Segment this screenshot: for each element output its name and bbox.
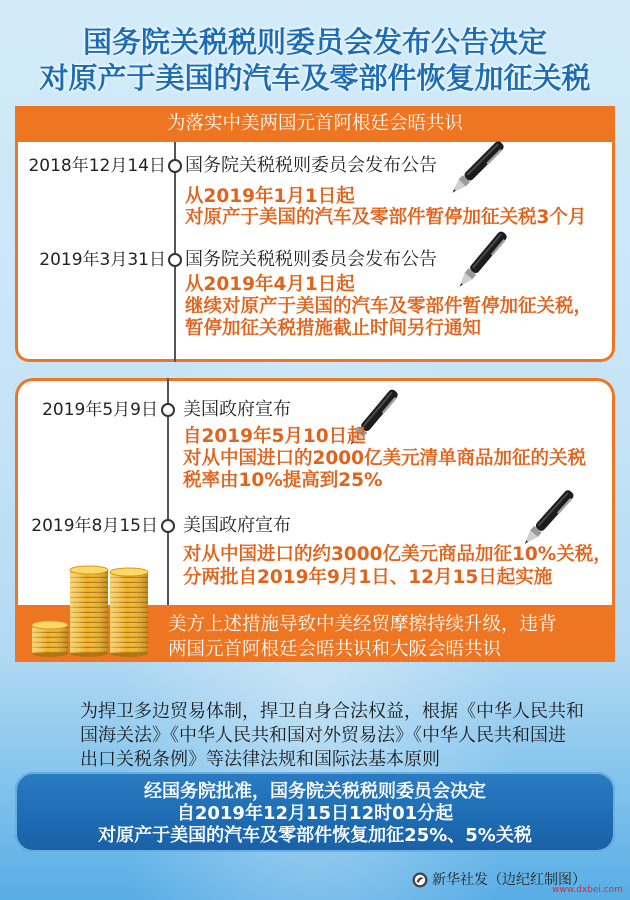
timeline-node-icon	[168, 253, 182, 267]
pen-icon	[518, 488, 578, 548]
timeline-detail: 税率由10%提高到25%	[183, 470, 383, 491]
escalation-line: 两国元首阿根廷会晤共识和大阪会晤共识	[168, 639, 502, 660]
timeline-node-icon	[168, 159, 182, 173]
timeline-detail: 继续对原产于美国的汽车及零部件暂停加征关税，	[185, 296, 593, 317]
timeline-detail: 分两批自2019年9月1日、12月15日起实施	[183, 567, 553, 588]
pen-icon	[452, 230, 512, 290]
title-line-1: 国务院关税税则委员会发布公告决定	[82, 25, 547, 59]
escalation-line: 美方上述措施导致中美经贸摩擦持续升级，违背	[168, 614, 557, 635]
timeline-node-icon	[161, 519, 175, 533]
timeline-detail: 对从中国进口的约3000亿美元商品加征10%关税，	[183, 544, 612, 565]
timeline-event: 国务院关税税则委员会发布公告	[185, 249, 437, 270]
basis-text: 国海关法》《中华人民共和国对外贸易法》《中华人民共和国进	[80, 725, 566, 746]
decision-line: 经国务院批准，国务院关税税则委员会决定	[144, 781, 486, 802]
timeline-detail: 自2019年5月10日起	[183, 426, 366, 447]
timeline-detail: 暂停加征关税措施截止时间另行通知	[185, 318, 482, 339]
decision-box	[15, 772, 615, 852]
basis-text: 为捍卫多边贸易体制，捍卫自身合法权益，根据《中华人民共和	[80, 701, 584, 722]
timeline-event: 美国政府宣布	[183, 515, 291, 536]
timeline-event: 美国政府宣布	[183, 399, 291, 420]
timeline-date: 2019年3月31日	[39, 250, 166, 270]
decision-line: 自2019年12月15日12时01分起	[176, 803, 454, 824]
coin-stack-icon	[26, 558, 156, 658]
timeline-detail: 从2019年1月1日起	[185, 186, 355, 207]
timeline-date: 2018年12月14日	[28, 156, 166, 176]
basis-text: 出口关税条例》等法律法规和国际法基本原则	[80, 749, 440, 770]
timeline-detail: 对原产于美国的汽车及零部件暂停加征关税3个月	[185, 207, 587, 228]
decision-line: 对原产于美国的汽车及零部件恢复加征25%、5%关税	[98, 825, 532, 846]
banner: 为落实中美两国元首阿根廷会晤共识	[15, 106, 615, 142]
pen-icon	[447, 138, 507, 198]
timeline-event: 国务院关税税则委员会发布公告	[185, 155, 437, 176]
timeline-node-icon	[161, 403, 175, 417]
title-line-2: 对原产于美国的汽车及零部件恢复加征关税	[39, 61, 591, 95]
timeline-panel-us	[15, 378, 615, 662]
watermark: www.dxbei.com	[552, 885, 623, 895]
timeline-date: 2019年8月15日	[31, 516, 158, 536]
credit: 新华社发（边纪红制图）	[432, 872, 586, 888]
timeline-panel-china	[15, 106, 615, 362]
timeline-detail: 从2019年4月1日起	[185, 274, 355, 295]
timeline-date: 2019年5月9日	[42, 400, 158, 420]
xinhua-logo-icon	[412, 872, 428, 888]
timeline-line	[174, 142, 176, 362]
timeline-detail: 对从中国进口的2000亿美元清单商品加征的关税	[183, 448, 586, 469]
